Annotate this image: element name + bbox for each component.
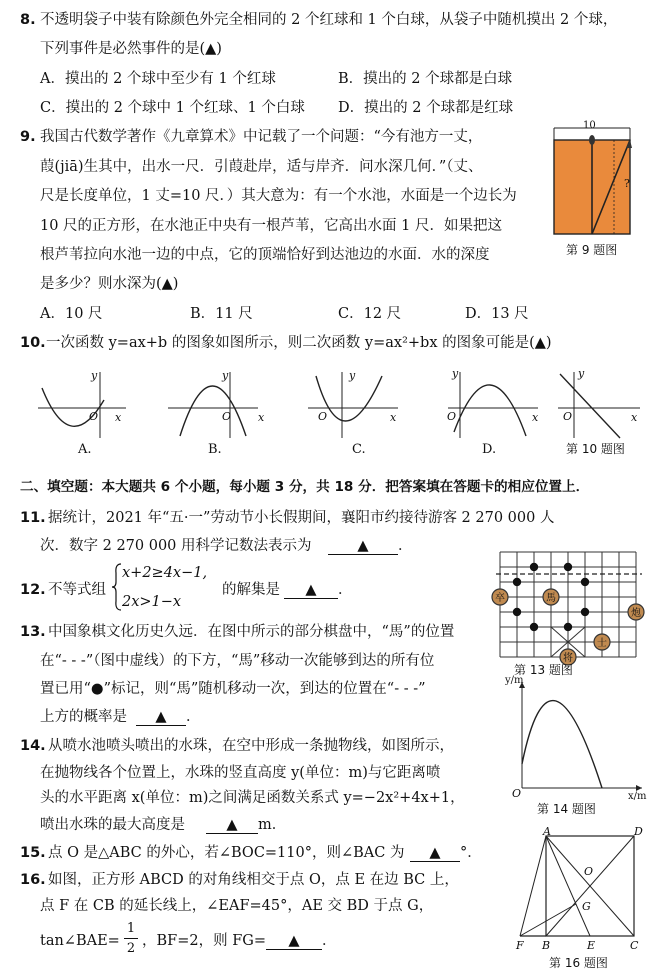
q14-y-label: y/m: [505, 675, 524, 686]
q10-b-origin: O: [222, 410, 232, 423]
q8-option-b: B．摸出的 2 个球都是白球: [338, 71, 513, 87]
chess-piece: [492, 589, 508, 605]
water-parabola: [522, 701, 602, 788]
q16-point-d: D: [634, 825, 643, 838]
q16-point-o: O: [584, 865, 594, 878]
q9-fig-top-label: 10: [583, 120, 596, 131]
q10-graph-a: [36, 370, 136, 440]
q14-stem-line4: 喷出水珠的最大高度是: [40, 817, 185, 833]
q10-d-x-label: x: [532, 411, 539, 424]
q9-stem-line4: 10 尺的正方形，在水池正中央有一根芦苇，它高出水面 1 尺．如果把这: [40, 218, 503, 234]
q16-point-f: F: [516, 939, 524, 952]
q10-d-origin: O: [447, 410, 457, 423]
q16-answer-blank: [266, 934, 322, 950]
q13-caption: 第 13 题图: [514, 663, 573, 677]
q9-stem-line1: 我国古代数学著作《九章算术》中记载了一个问题：“今有池方一丈，: [40, 129, 483, 145]
q10-stem: 一次函数 y=ax+b 的图象如图所示，则二次函数 y=ax²+bx 的图象可能是(▲): [46, 335, 552, 351]
q11-blank-mark: ▲: [357, 538, 369, 554]
q14-origin: O: [512, 787, 522, 800]
q13-chessboard: [494, 546, 644, 662]
q14-blank-mark: ▲: [226, 817, 238, 833]
reed-tip: [589, 135, 595, 145]
q16-frac-bar: [124, 938, 138, 939]
q12-inequality1: x+2≥4x−1,: [122, 565, 208, 581]
reachable-dot: [513, 578, 521, 586]
q14-x-label: x/m: [628, 791, 647, 802]
q10-c-y-label: y: [349, 369, 356, 382]
q10-graph-d: [446, 367, 546, 440]
q10-a-y-label: y: [91, 369, 98, 382]
q16-frac-denominator: 2: [126, 941, 136, 956]
q12-inequality2: 2x>1−x: [122, 594, 182, 610]
q16-tan-post: ，BF=2，则 FG=: [142, 933, 266, 949]
q13-answer-blank: [136, 710, 186, 726]
q16-point-g: G: [582, 900, 591, 913]
q16-point-c: C: [630, 939, 639, 952]
segment-ae: [546, 836, 590, 936]
q14-answer-blank: [206, 818, 258, 834]
q14-stem-line2: 在抛物线各个位置上，水珠的竖直高度 y(单位：m)与它距离喷: [40, 765, 441, 781]
q8-option-d: D．摸出的 2 个球都是红球: [338, 100, 514, 116]
q10-linear-y-label: y: [578, 367, 585, 380]
q14-stem-line3: 头的水平距离 x(单位：m)之间满足函数关系式 y=−2x²+4x+1，: [40, 790, 465, 806]
q12-brace: [112, 563, 122, 611]
q14-stem-line1: 从喷水池喷头喷出的水珠，在空中形成一条抛物线，如图所示，: [48, 738, 454, 754]
q10-c-origin: O: [318, 410, 328, 423]
q15-blank-mark: ▲: [429, 845, 441, 861]
q9-fig-side-label: ?: [624, 177, 630, 190]
q11-stem-line1: 据统计，2021 年“五·一”劳动节小长假期间，襄阳市约接待游客 2 270 000 人: [48, 510, 555, 526]
q16-blank-mark: ▲: [288, 933, 300, 949]
parabola: [454, 385, 526, 436]
q14-unit: m．: [258, 817, 287, 833]
q11-answer-blank: [328, 539, 398, 555]
reachable-dot: [581, 578, 589, 586]
q9-option-d: D．13 尺: [465, 306, 529, 322]
chess-piece-label: 将: [563, 653, 573, 664]
reachable-dot: [530, 563, 538, 571]
q14-figure: [508, 676, 648, 798]
q10-d-y-label: y: [452, 367, 459, 380]
q10-b-y-label: y: [222, 369, 229, 382]
reachable-dot: [513, 608, 521, 616]
chess-piece-label: 士: [597, 638, 607, 649]
q10-label-a: A.: [78, 442, 92, 457]
q9-stem-line2: 葭(jiā)生其中，出水一尺．引葭赴岸，适与岸齐．问水深几何．”（丈、: [40, 159, 483, 175]
q10-linear-origin: O: [563, 410, 573, 423]
q10-a-x-label: x: [115, 411, 122, 424]
q9-number: 9.: [20, 129, 36, 145]
q9-caption: 第 9 题图: [566, 243, 618, 257]
q15-answer-blank: [410, 846, 460, 862]
q11-number: 11.: [20, 510, 46, 526]
q9-stem-line5: 根芦苇拉向水池一边的中点，它的顶端恰好到达池边的水面．水的深度: [40, 247, 490, 263]
q16-stem-line2: 点 F 在 CB 的延长线上，∠EAF=45°，AE 交 BD 于点 G，: [40, 898, 434, 914]
q10-linear-x-label: x: [631, 411, 638, 424]
q9-option-c: C．12 尺: [338, 306, 402, 322]
q13-blank-mark: ▲: [155, 709, 167, 725]
q16-frac-numerator: 1: [126, 921, 136, 936]
chess-piece-label: 卒: [495, 593, 505, 604]
q9-stem-line6: 是多少？则水深为(▲): [40, 276, 179, 292]
q15-end: °．: [460, 845, 482, 861]
q10-a-origin: O: [89, 410, 99, 423]
line-graph: [560, 374, 620, 438]
q12-answer-blank: [284, 583, 338, 599]
q16-tan-prefix: tan∠BAE=: [40, 933, 120, 949]
q10-graph-c: [306, 370, 406, 440]
q8-number: 8.: [20, 12, 36, 28]
q13-stem-line3: 置已用“●”标记，则“馬”随机移动一次，到达的位置在“- - -”: [40, 681, 426, 697]
q16-end: ．: [322, 933, 337, 949]
q14-caption: 第 14 题图: [537, 802, 596, 816]
q11-end: ．: [398, 538, 413, 554]
q12-end: ．: [338, 582, 353, 598]
q13-end: ．: [186, 709, 201, 725]
q8-option-a: A．摸出的 2 个球中至少有 1 个红球: [40, 71, 276, 87]
q11-stem-line2: 次．数字 2 270 000 用科学记数法表示为: [40, 538, 312, 554]
segment-fg: [520, 904, 576, 936]
q9-option-a: A．10 尺: [40, 306, 103, 322]
q10-label-c: C.: [352, 442, 366, 457]
q15-stem: 点 O 是△ABC 的外心，若∠BOC=110°，则∠BAC 为: [48, 845, 405, 861]
q15-number: 15.: [20, 845, 46, 861]
q12-pre: 不等式组: [48, 582, 106, 598]
q9-stem-line3: 尺是长度单位，1 丈=10 尺．）其大意为：有一个水池，水面是一个边长为: [40, 188, 517, 204]
q13-stem-line2: 在“- - -”（图中虚线）的下方，“馬”移动一次能够到达的所有位: [40, 653, 435, 669]
q8-option-c: C．摸出的 2 个球中 1 个红球、1 个白球: [40, 100, 305, 116]
chess-piece: [543, 589, 559, 605]
q10-b-x-label: x: [258, 411, 265, 424]
q10-label-d: D.: [482, 442, 497, 457]
q13-number: 13.: [20, 624, 46, 640]
chess-piece: [628, 604, 644, 620]
reachable-dot: [530, 623, 538, 631]
q10-number: 10.: [20, 335, 46, 351]
section2-heading: 二、填空题：本大题共 6 个小题，每小题 3 分，共 18 分．把答案填在答题卡的相应位置上．: [20, 479, 590, 495]
q8-stem-line1: 不透明袋子中装有除颜色外完全相同的 2 个红球和 1 个白球，从袋子中随机摸出 2 个球，: [40, 12, 618, 28]
q12-blank-mark: ▲: [305, 582, 317, 598]
q16-point-a: A: [543, 825, 551, 838]
q16-point-e: E: [587, 939, 596, 952]
q13-stem-line1: 中国象棋文化历史久远．在图中所示的部分棋盘中，“馬”的位置: [48, 624, 455, 640]
parabola: [180, 386, 246, 436]
q14-number: 14.: [20, 738, 46, 754]
q16-stem-line1: 如图，正方形 ABCD 的对角线相交于点 O，点 E 在边 BC 上，: [48, 872, 459, 888]
chess-piece-label: 馬: [546, 593, 556, 604]
q10-graph-b: [166, 370, 266, 440]
q9-option-b: B．11 尺: [190, 306, 253, 322]
q10-caption: 第 10 题图: [566, 442, 625, 456]
reachable-dot: [564, 563, 572, 571]
q10-label-b: B.: [208, 442, 222, 457]
q12-post: 的解集是: [222, 582, 280, 598]
q16-point-b: B: [542, 939, 551, 952]
q8-stem-line2: 下列事件是必然事件的是(▲): [40, 41, 222, 57]
q16-figure: [510, 826, 646, 950]
chess-piece-label: 炮: [631, 608, 641, 619]
reachable-dot: [581, 608, 589, 616]
chess-piece: [594, 634, 610, 650]
q13-stem-line4: 上方的概率是: [40, 709, 127, 725]
q10-c-x-label: x: [390, 411, 397, 424]
q16-number: 16.: [20, 872, 46, 888]
q10-linear-figure: [556, 367, 646, 440]
q12-number: 12.: [20, 582, 46, 598]
q16-caption: 第 16 题图: [549, 956, 608, 970]
reachable-dot: [564, 623, 572, 631]
segment-af: [520, 836, 546, 936]
